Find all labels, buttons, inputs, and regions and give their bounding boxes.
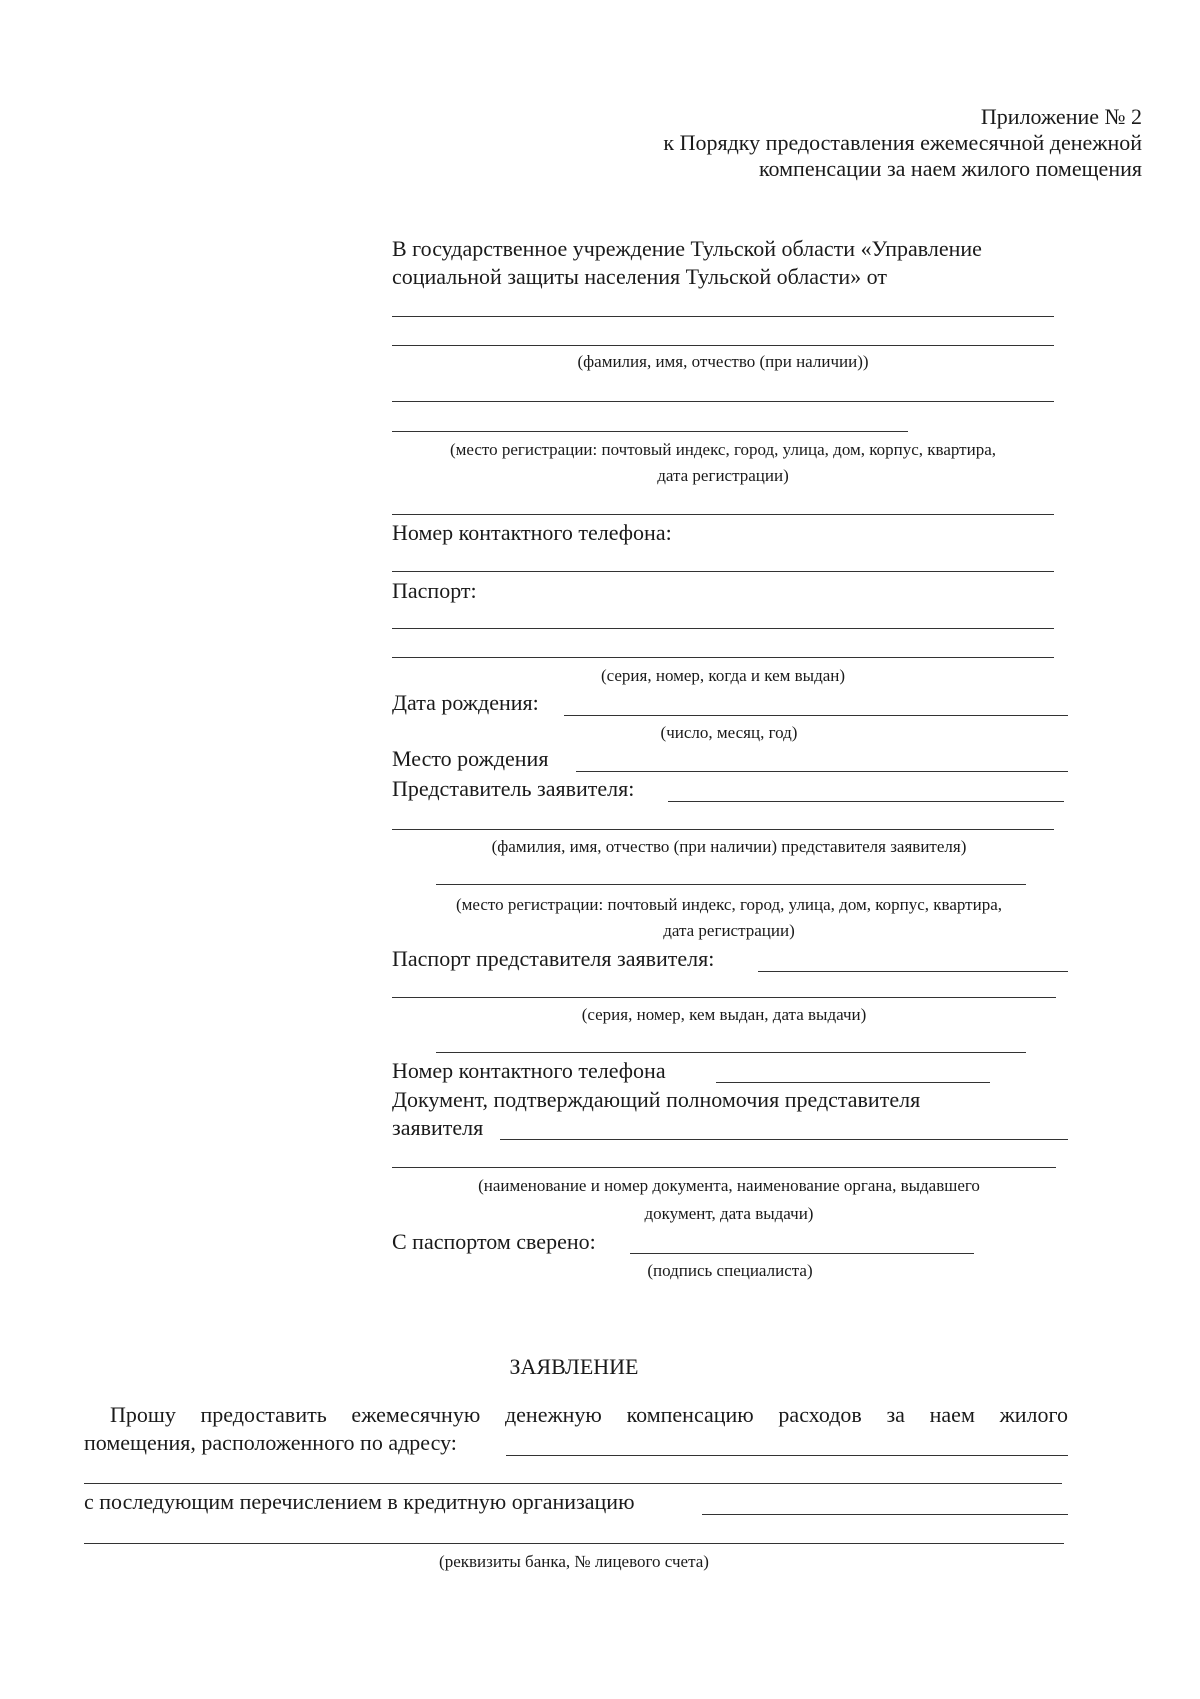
representative-doc-caption-2: документ, дата выдачи) [644, 1204, 814, 1223]
representative-passport-label: Паспорт представителя заявителя: [392, 946, 715, 971]
applicant-birth-place-label: Место рождения [392, 746, 549, 771]
representative-phone-label: Номер контактного телефона [392, 1058, 666, 1083]
applicant-reg-caption-1: (место регистрации: почтовый индекс, город, улица, дом, корпус, квартира, [450, 440, 996, 459]
statement-address-line-2[interactable] [84, 1483, 1062, 1484]
applicant-passport-label: Паспорт: [392, 578, 477, 603]
representative-doc-line-1[interactable] [500, 1139, 1068, 1140]
representative-phone-line[interactable] [716, 1082, 990, 1083]
statement-line1: Прошу предоставить ежемесячную денежную компенсацию расходов за наем жилого [110, 1402, 1068, 1427]
statement-line3: с последующим перечислением в кредитную организацию [84, 1489, 635, 1514]
representative-passport-line-3[interactable] [436, 1052, 1026, 1053]
applicant-reg-line-2[interactable] [392, 431, 908, 432]
applicant-passport-line-2[interactable] [392, 657, 1054, 658]
statement-bank-line-2[interactable] [84, 1543, 1064, 1544]
applicant-fio-line-2[interactable] [392, 345, 1054, 346]
applicant-birth-date-caption: (число, месяц, год) [660, 723, 798, 742]
statement-address-line-1[interactable] [506, 1455, 1068, 1456]
appendix-number: Приложение № 2 [980, 104, 1142, 129]
applicant-birth-date-label: Дата рождения: [392, 690, 539, 715]
appendix-reference-line1: к Порядку предоставления ежемесячной денежной [663, 130, 1142, 155]
applicant-passport-caption: (серия, номер, когда и кем выдан) [600, 666, 846, 685]
representative-reg-caption-2: дата регистрации) [663, 921, 795, 940]
representative-doc-caption-1: (наименование и номер документа, наименование органа, выдавшего [478, 1176, 980, 1195]
applicant-fio-line-1[interactable] [392, 316, 1054, 317]
verified-caption: (подпись специалиста) [647, 1261, 813, 1280]
representative-passport-line-1[interactable] [758, 971, 1068, 972]
representative-passport-line-2[interactable] [392, 997, 1056, 998]
recipient-line1: В государственное учреждение Тульской области «Управление [392, 236, 982, 261]
appendix-reference-line2: компенсации за наем жилого помещения [758, 156, 1142, 181]
recipient-line2: социальной защиты населения Тульской области» от [392, 264, 887, 289]
representative-doc-label-1: Документ, подтверждающий полномочия представителя [392, 1087, 921, 1112]
applicant-birth-date-line[interactable] [564, 715, 1068, 716]
verified-label: С паспортом сверено: [392, 1229, 596, 1254]
applicant-fio-caption: (фамилия, имя, отчество (при наличии)) [577, 352, 869, 371]
representative-doc-label-2: заявителя [392, 1115, 484, 1140]
applicant-phone-line[interactable] [392, 571, 1054, 572]
statement-bank-caption: (реквизиты банка, № лицевого счета) [439, 1552, 709, 1571]
applicant-reg-line-1[interactable] [392, 401, 1054, 402]
applicant-passport-line-1[interactable] [392, 628, 1054, 629]
applicant-reg-line-3[interactable] [392, 514, 1054, 515]
representative-fio-caption: (фамилия, имя, отчество (при наличии) представителя заявителя) [491, 837, 967, 856]
verified-signature-line[interactable] [630, 1253, 974, 1254]
representative-label: Представитель заявителя: [392, 776, 635, 801]
representative-reg-line[interactable] [436, 884, 1026, 885]
statement-title: ЗАЯВЛЕНИЕ [509, 1354, 639, 1379]
statement-line2: помещения, расположенного по адресу: [84, 1430, 457, 1455]
applicant-birth-place-line[interactable] [576, 771, 1068, 772]
applicant-phone-label: Номер контактного телефона: [392, 520, 672, 545]
representative-fio-line-1[interactable] [668, 801, 1064, 802]
applicant-reg-caption-2: дата регистрации) [657, 466, 789, 485]
representative-passport-caption: (серия, номер, кем выдан, дата выдачи) [581, 1005, 867, 1024]
representative-fio-line-2[interactable] [392, 829, 1054, 830]
statement-bank-line-1[interactable] [702, 1514, 1068, 1515]
representative-reg-caption-1: (место регистрации: почтовый индекс, город, улица, дом, корпус, квартира, [456, 895, 1002, 914]
representative-doc-line-2[interactable] [392, 1167, 1056, 1168]
